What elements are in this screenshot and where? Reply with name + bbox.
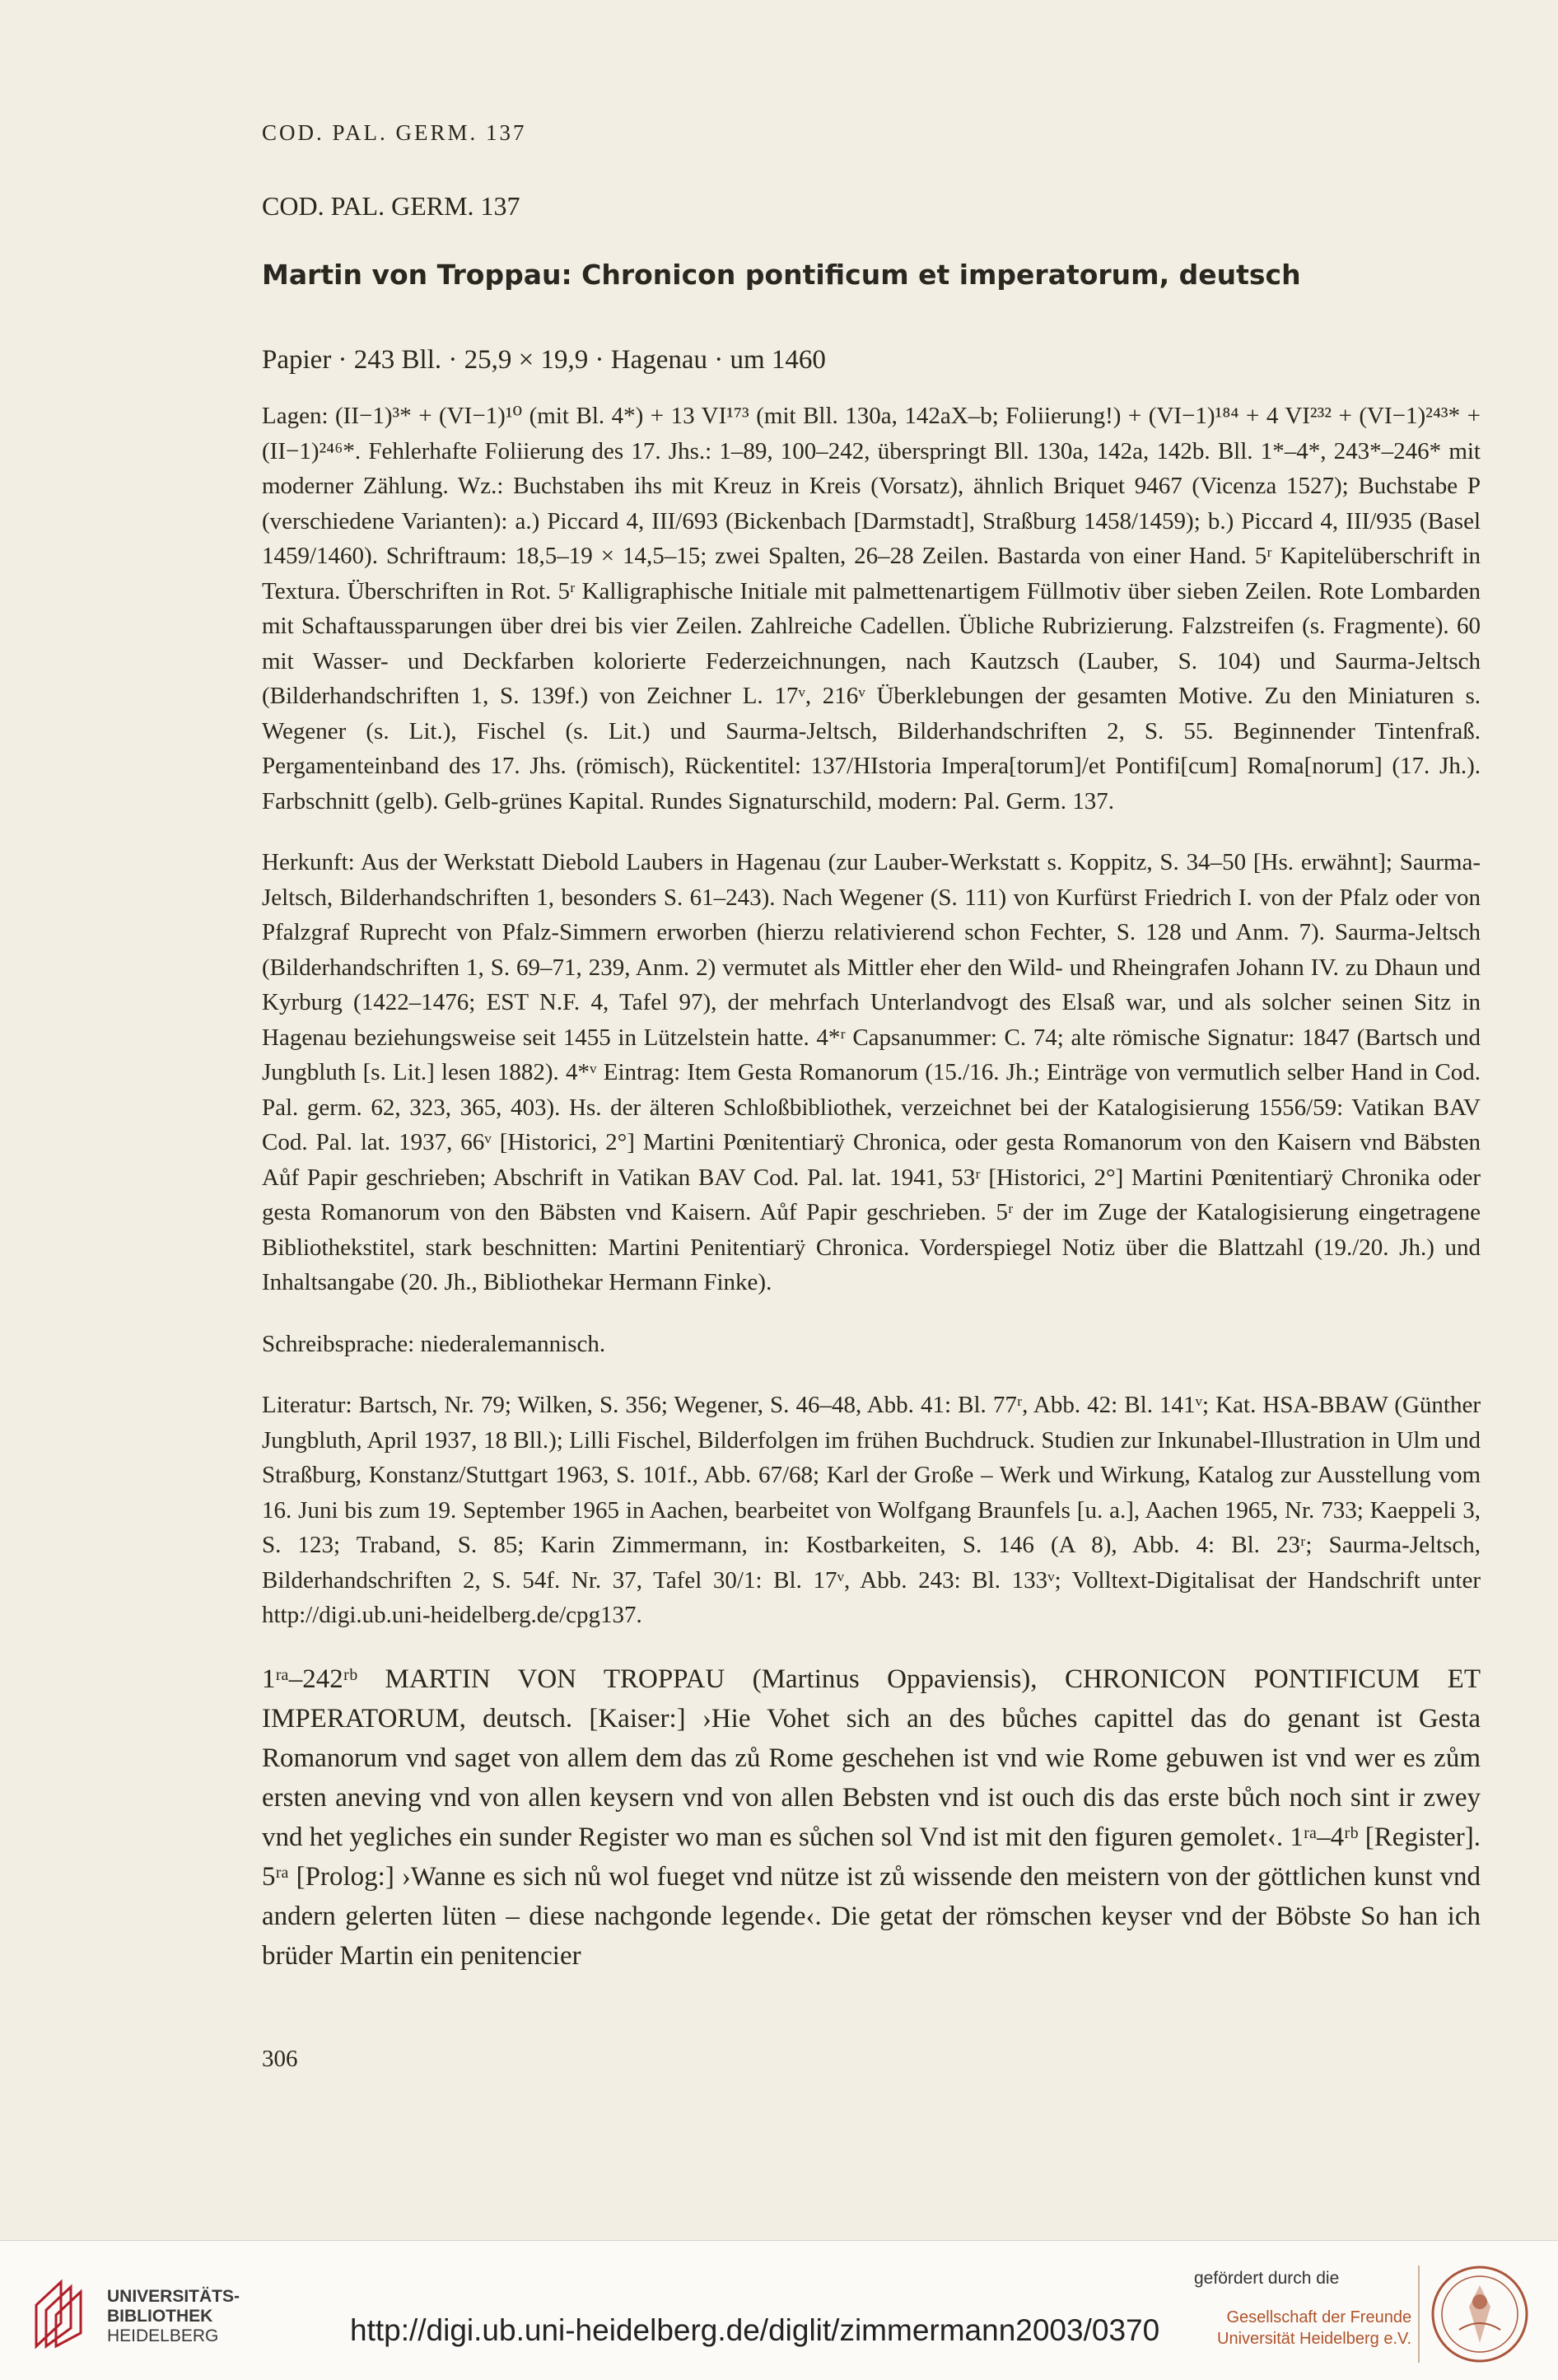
society-name[interactable]	[1217, 2307, 1411, 2350]
library-name-line3: HEIDELBERG	[107, 2326, 219, 2345]
page-content	[262, 115, 1481, 1976]
paragraph-schreibsprache: Schreibsprache: niederalemannisch.	[262, 1330, 606, 1357]
university-seal-icon[interactable]	[1430, 2264, 1530, 2364]
paragraph-herkunft: Herkunft: Aus der Werkstatt Diebold Laubers in Hagenau (zur Lauber-Werkstatt s. Koppitz, S. 34–50 [Hs. erwähnt]; Saurma-Jeltsch, Bilderhandschriften 1, besonders S. 61–243). Nach Wegener (S. 111) von Kurfürst Friedrich I. von der Pfalz oder von Pfalzgraf Ruprecht von Pfalz-Simmern erworben (hierzu relativierend schon Fechter, S. 128 und Anm. 7). Saurma-Jeltsch (Bilderhandschriften 1, S. 69–71, 239, Anm. 2) vermutet als Mittler eher den Wild- und Rheingrafen Johann IV. zu Dhaun und Kyrburg (1422–1476; EST N.F. 4, Tafel 97), der mehrfach Unterlandvogt des Elsaß war, und als solcher seinen Sitz in Hagenau beziehungsweise seit 1455 in Lützelstein hatte. 4*ʳ Capsanummer: C. 74; alte römische Signatur: 1847 (Bartsch und Jungbluth [s. Lit.] lesen 1882). 4*ᵛ Eintrag: Item Gesta Romanorum (15./16. Jh.; Einträge von vermutlich selber Hand in Cod. Pal. germ. 62, 323, 365, 403). Hs. der älteren Schloßbibliothek, verzeichnet bei der Katalogisierung 1556/59: Vatikan BAV Cod. Pal. lat. 1937, 66ᵛ [Historici, 2°] Martini Pœnitentiarÿ Chronica, oder gesta Romanorum von den Kaisern vnd Bäbsten Aůf Papir geschrieben; Abschrift in Vatikan BAV Cod. Pal. lat. 1941, 53ʳ [Historici, 2°] Martini Pœnitentiarÿ Chronika oder gesta Romanorum von den Bäbsten vnd Kaisern. Aůf Papir geschrieben. 5ʳ der im Zuge der Katalogisierung eingetragene Bibliothekstitel, stark beschnitten: Martini Penitentiarÿ Chronica. Vorderspiegel Notiz über die Blattzahl (19./20. Jh.) und Inhaltsangabe (20. Jh., Bibliothekar Hermann Finke).	[262, 849, 1481, 1295]
society-name-line1: Gesellschaft der Freunde	[1226, 2308, 1412, 2326]
page-number: 306	[262, 2046, 298, 2072]
funded-by-label: gefördert durch die	[1194, 2269, 1340, 2288]
manuscript-meta: Papier · 243 Bll. · 25,9 × 19,9 · Hagenau · um 1460	[262, 344, 826, 375]
paragraph-literatur: Literatur: Bartsch, Nr. 79; Wilken, S. 356; Wegener, S. 46–48, Abb. 41: Bl. 77ʳ, Abb. 42: Bl. 141ᵛ; Kat. HSA-BBAW (Günther Jungbluth, April 1937, 18 Bll.); Lilli Fischel, Bilderfolgen im frühen Buchdruck. Studien zur Inkunabel-Illustration in Ulm und Straßburg, Konstanz/Stuttgart 1963, S. 101f., Abb. 67/68; Karl der Große – Werk und Wirkung, Katalog zur Ausstellung vom 16. Juni bis zum 19. September 1965 in Aachen, bearbeitet von Wolfgang Braunfels [u. a.], Aachen 1965, Nr. 733; Kaeppeli 3, S. 123; Traband, S. 85; Karin Zimmermann, in: Kostbarkeiten, S. 146 (A 8), Abb. 4: Bl. 23ʳ; Saurma-Jeltsch, Bilderhandschriften 2, S. 54f. Nr. 37, Tafel 30/1: Bl. 17ᵛ, Abb. 243: Bl. 133ᵛ; Volltext-Digitalisat der Handschrift unter http://digi.ub.uni-heidelberg.de/cpg137.	[262, 1392, 1481, 1628]
paragraph-lagen: Lagen: (II−1)³* + (VI−1)¹⁰ (mit Bl. 4*) + 13 VI¹⁷³ (mit Bll. 130a, 142aX–b; Foliierung!) + (VI−1)¹⁸⁴ + 4 VI²³² + (VI−1)²⁴³* + (II−1)²⁴⁶*. Fehlerhafte Foliierung des 17. Jhs.: 1–89, 100–242, überspringt Bll. 130a, 142a, 142b. Bll. 1*–4*, 243*–246* mit moderner Zählung. Wz.: Buchstaben ihs mit Kreuz in Kreis (Vorsatz), ähnlich Briquet 9467 (Vicenza 1527); Buchstabe P (verschiedene Varianten): a.) Piccard 4, III/693 (Bickenbach [Darmstadt], Straßburg 1458/1459); b.) Piccard 4, III/935 (Basel 1459/1460). Schriftraum: 18,5–19 × 14,5–15; zwei Spalten, 26–28 Zeilen. Bastarda von einer Hand. 5ʳ Kapitelüberschrift in Textura. Überschriften in Rot. 5ʳ Kalligraphische Initiale mit palmettenartigem Füllmotiv über sieben Zeilen. Rote Lombarden mit Schaftaussparungen über drei bis vier Zeilen. Zahlreiche Cadellen. Übliche Rubrizierung. Falzstreifen (s. Fragmente). 60 mit Wasser- und Deckfarben kolorierte Federzeichnungen, nach Kautzsch (Lauber, S. 104) und Saurma-Jeltsch (Bilderhandschriften 1, S. 139f.) von Zeichner L. 17ᵛ, 216ᵛ Überklebungen der gesamten Motive. Zu den Miniaturen s. Wegener (s. Lit.), Fischel (s. Lit.) und Saurma-Jeltsch, Bilderhandschriften 2, S. 55. Beginnender Tintenfraß. Pergamenteinband des 17. Jhs. (römisch), Rückentitel: 137/HIstoria Impera[torum]/et Pontifi[cum] Roma[norum] (17. Jh.). Farbschnitt (gelb). Gelb-grünes Kapital. Rundes Signaturschild, modern: Pal. Germ. 137.	[262, 403, 1481, 814]
ub-heidelberg-logo-icon[interactable]	[31, 2277, 92, 2351]
library-name-line2: BIBLIOTHEK	[107, 2307, 213, 2326]
society-name-line2: Universität Heidelberg e.V.	[1217, 2330, 1412, 2348]
library-name-line1: UNIVERSITÄTS-	[107, 2287, 240, 2306]
manuscript-title: Martin von Troppau: Chronicon pontificum et imperatorum, deutsch	[262, 259, 1301, 291]
paragraph-incipit: 1ʳᵃ–242ʳᵇ MARTIN VON TROPPAU (Martinus Oppaviensis), CHRONICON PONTIFICUM ET IMPERATORUM, deutsch. [Kaiser:] ›Hie Vohet sich an des bůches capittel das do genant ist Gesta Romanorum vnd saget von allem dem das zů Rome geschehen ist vnd wie Rome gebuwen ist vnd wer es zům ersten aneving vnd von allen keysern vnd von allen Bebsten vnd ist ouch dis das erste bůch noch sint ir zwey vnd het yegliches ein sunder Register wo man es sůchen sol Vnd ist mit den figuren gemolet‹. 1ʳᵃ–4ʳᵇ [Register]. 5ʳᵃ [Prolog:] ›Wanne es sich nů wol fueget vnd nützе ist zů wissende den meistern von der göttlichen kunst vnd andern gelerten lüten – diese nachgonde legende‹. Die getat der römschen keyser vnd der Böbste So han ich brüder Martin ein penitencier	[262, 1664, 1481, 1971]
viewer-footer	[0, 2240, 1558, 2380]
permalink-url[interactable]: http://digi.ub.uni-heidelberg.de/diglit/zimmermann2003/0370	[350, 2313, 1160, 2347]
footer-divider	[1418, 2266, 1420, 2363]
shelfmark: COD. PAL. GERM. 137	[262, 190, 520, 221]
library-name[interactable]	[107, 2287, 240, 2346]
running-head: COD. PAL. GERM. 137	[262, 120, 527, 145]
